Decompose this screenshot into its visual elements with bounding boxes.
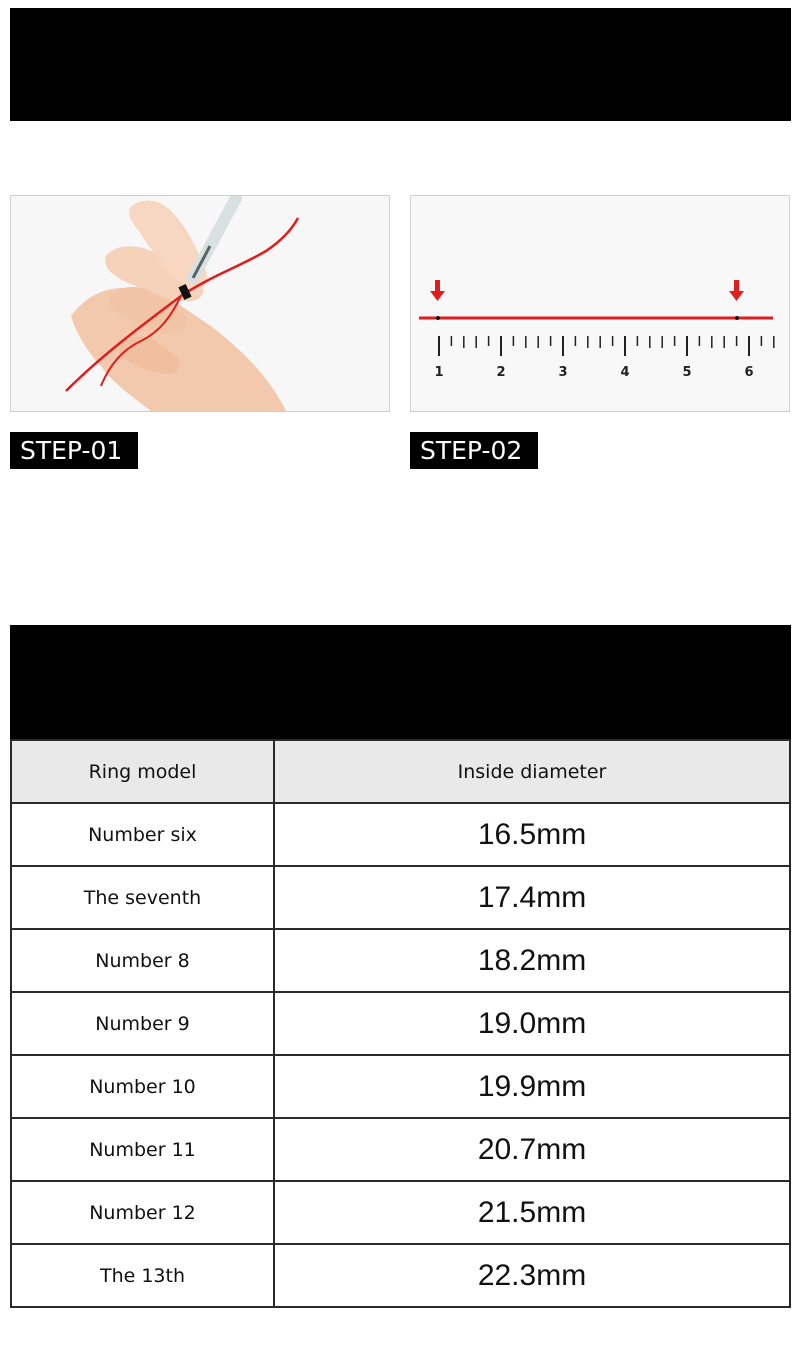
inside-diameter-cell: 21.5mm bbox=[274, 1181, 790, 1244]
table-row bbox=[11, 929, 790, 992]
table-row bbox=[11, 866, 790, 929]
table-header-row bbox=[11, 740, 790, 803]
size-chart-banner bbox=[10, 625, 791, 740]
ruler-tick-label: 4 bbox=[620, 365, 630, 380]
table-row bbox=[11, 992, 790, 1055]
inside-diameter-cell: 19.9mm bbox=[274, 1055, 790, 1118]
inside-diameter-cell: 19.0mm bbox=[274, 992, 790, 1055]
table-row bbox=[11, 1118, 790, 1181]
ring-model-cell: The seventh bbox=[11, 866, 274, 929]
table-row bbox=[11, 1244, 790, 1307]
step-02-illustration bbox=[410, 195, 790, 412]
ruler-tick-label: 6 bbox=[744, 365, 754, 380]
table-row bbox=[11, 1181, 790, 1244]
step-02-label: STEP-02 bbox=[410, 432, 538, 469]
ruler-tick-label: 3 bbox=[558, 365, 568, 380]
ring-model-cell: The 13th bbox=[11, 1244, 274, 1307]
ring-model-cell: Number 11 bbox=[11, 1118, 274, 1181]
ruler-illustration bbox=[411, 196, 789, 411]
ruler-tick-label: 5 bbox=[682, 365, 692, 380]
table-row bbox=[11, 1055, 790, 1118]
hand-string-illustration bbox=[11, 196, 389, 411]
ruler-tick-label: 2 bbox=[496, 365, 506, 380]
top-banner bbox=[10, 8, 791, 121]
table-row bbox=[11, 803, 790, 866]
ruler-ticks bbox=[439, 336, 774, 356]
ruler-labels bbox=[434, 365, 753, 380]
ring-model-cell: Number six bbox=[11, 803, 274, 866]
ring-size-table bbox=[10, 739, 791, 1308]
inside-diameter-cell: 22.3mm bbox=[274, 1244, 790, 1307]
step-01-illustration bbox=[10, 195, 390, 412]
header-ring-model: Ring model bbox=[11, 740, 274, 803]
ring-model-cell: Number 10 bbox=[11, 1055, 274, 1118]
ring-model-cell: Number 12 bbox=[11, 1181, 274, 1244]
inside-diameter-cell: 18.2mm bbox=[274, 929, 790, 992]
inside-diameter-cell: 16.5mm bbox=[274, 803, 790, 866]
ruler-tick-label: 1 bbox=[434, 365, 444, 380]
ring-model-cell: Number 8 bbox=[11, 929, 274, 992]
step-01-label: STEP-01 bbox=[10, 432, 138, 469]
inside-diameter-cell: 17.4mm bbox=[274, 866, 790, 929]
ring-model-cell: Number 9 bbox=[11, 992, 274, 1055]
inside-diameter-cell: 20.7mm bbox=[274, 1118, 790, 1181]
header-inside-diameter: Inside diameter bbox=[274, 740, 790, 803]
end-arrow-icon bbox=[729, 280, 744, 320]
start-arrow-icon bbox=[430, 280, 445, 320]
